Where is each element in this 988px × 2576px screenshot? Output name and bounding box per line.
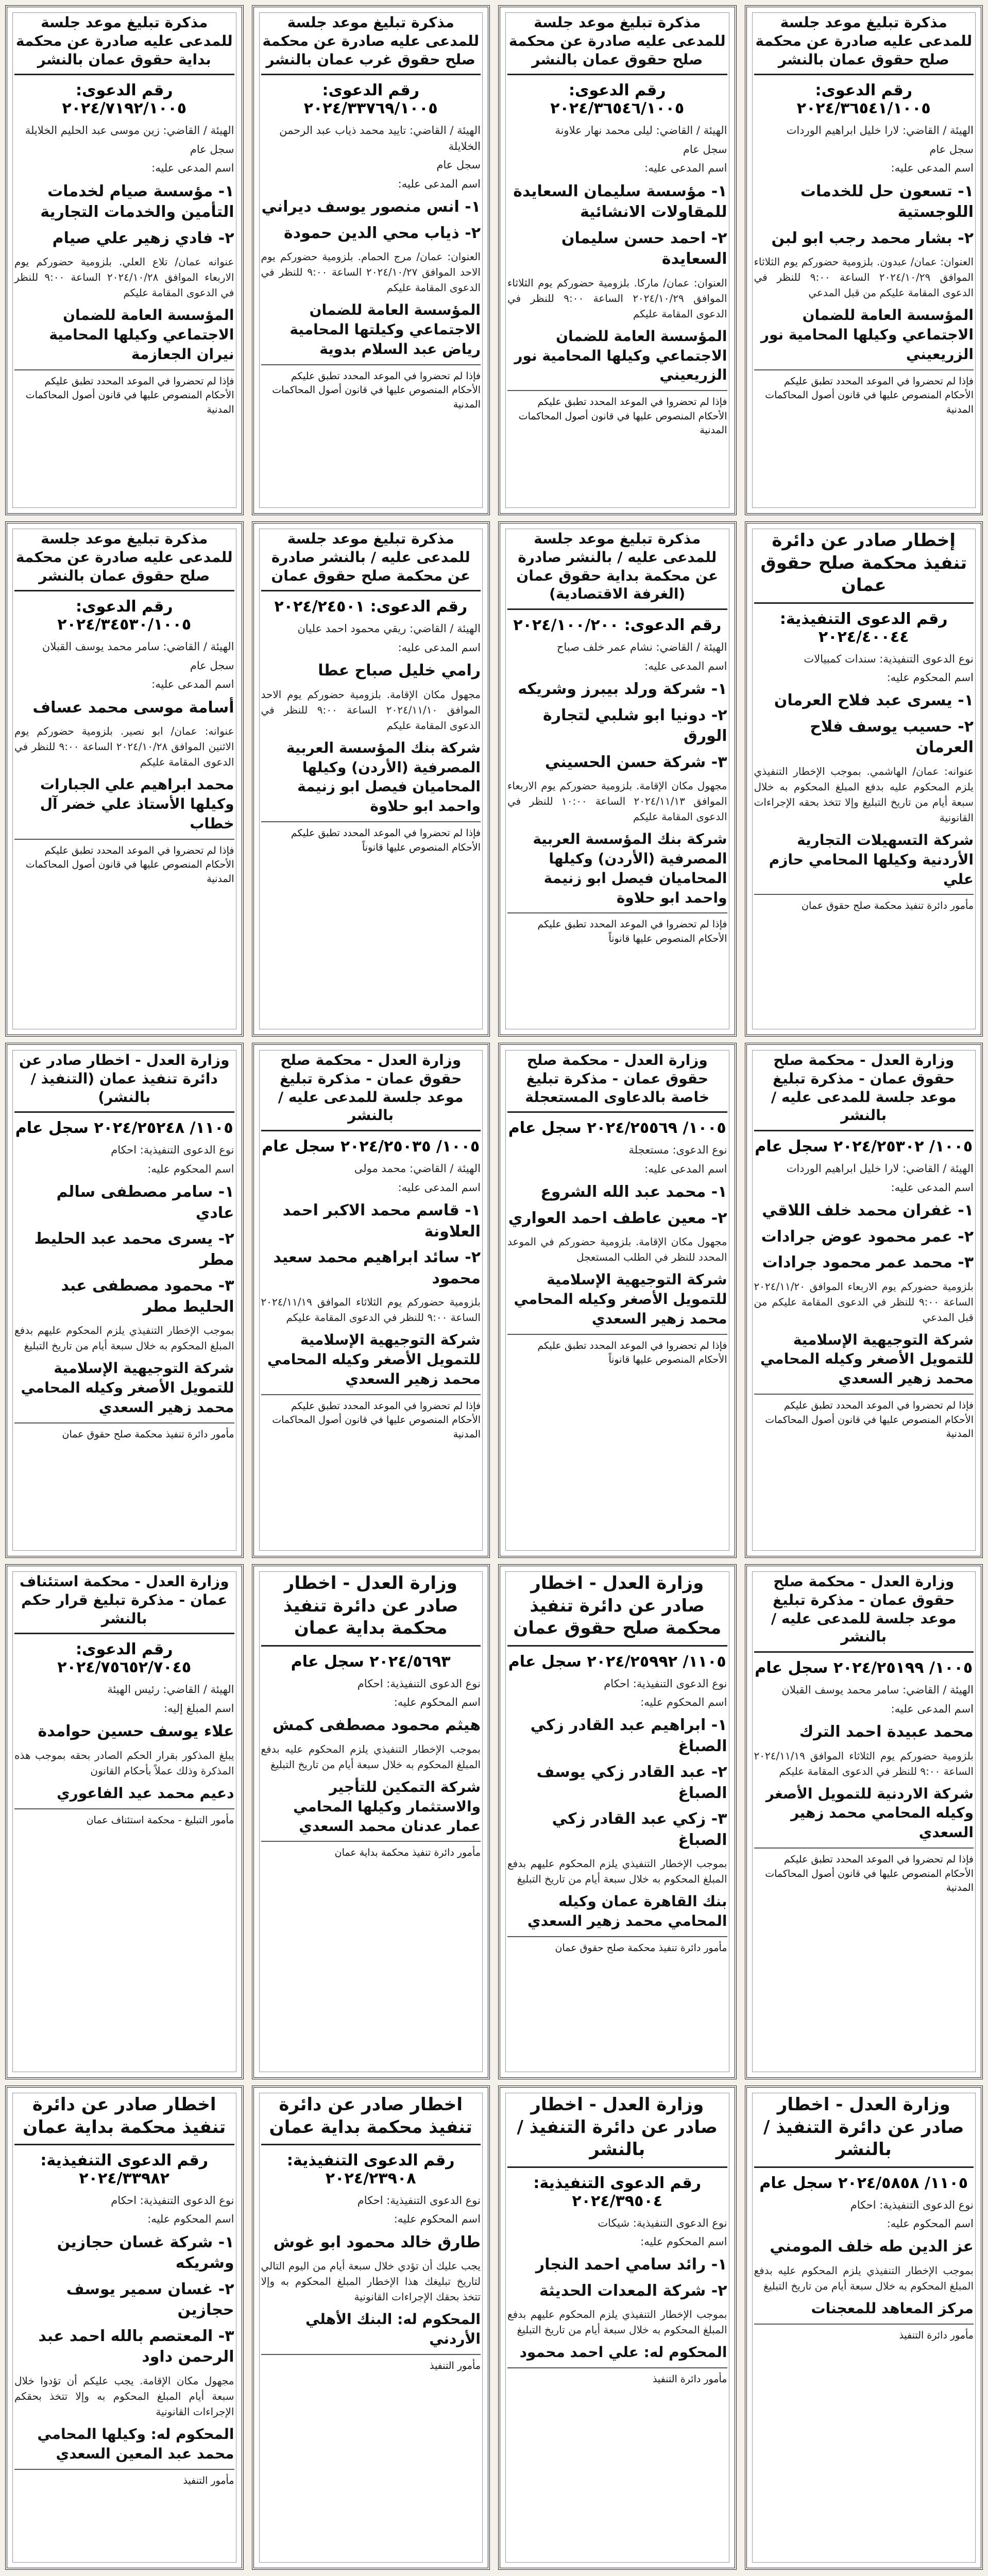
plaintiff-name: بنك القاهرة عمان وكيله المحامي محمد زهير السعدي	[527, 1893, 727, 1930]
defendant-name: ٢- فادي زهير علي صيام	[52, 229, 234, 247]
defendant-name: ٢- دونيا ابو شلبي لتجارة الورق	[543, 706, 727, 745]
defendant-label: اسم المبلغ إليه:	[164, 1702, 234, 1715]
notice-footer: فإذا لم تحضروا في الموعد المحدد تطبق عليكم الأحكام المنصوص عليها في قانون أصول المحاكمات المدنية	[754, 369, 974, 417]
defendant-label: اسم المدعى عليه:	[398, 641, 481, 654]
defendant-name: ١- يسرى عبد فلاح العرمان	[774, 691, 974, 710]
defendant-label: اسم المدعى عليه:	[891, 162, 974, 175]
plaintiff-name: شركة التوجيهية الإسلامية للتمويل الأصغر وكيله المحامي محمد زهير السعدي	[21, 1360, 234, 1416]
plaintiff-name: شركة الاردنية للتمويل الأصغر وكيله المحامي محمد زهير السعدي	[765, 1785, 974, 1841]
defendant-name: ٢- شركة المعدات الحديثة	[539, 2281, 727, 2300]
notice-card	[5, 1564, 244, 2079]
defendant-label: اسم المحكوم عليه:	[640, 1696, 727, 1708]
defendant-name: عز الدين طه خلف المومني	[770, 2238, 974, 2256]
notice-body: بلزومية حضوركم يوم الثلاثاء الموافق ٢٠٢٤/١١/١٩ الساعة ٩:٠٠ للنظر في الدعوى المقامة عليكم	[754, 1749, 974, 1777]
defendant-name: ١- قاسم محمد الاكبر احمد العلاونة	[282, 1201, 481, 1241]
notice-card	[745, 521, 983, 1037]
notice-header: مذكرة تبليغ موعد جلسة للمدعى عليه / بالنشر صادرة عن محكمة صلح حقوق عمان	[261, 530, 481, 591]
judge-line: الهيئة / القاضي: سامر محمد يوسف القبلان	[781, 1684, 974, 1697]
judge-line: الهيئة / القاضي: سامر محمد يوسف القبلان	[42, 640, 234, 653]
defendant-name: ٢- غسان سمير يوسف حجازين	[66, 2280, 234, 2319]
defendant-name: ١- غفران محمد خلف اللاقي	[762, 1201, 974, 1220]
notice-body: عنوانه: عمان/ ابو نصير. بلزومية حضوركم يوم الاثنين الموافق ٢٠٢٤/١٠/٢٨ الساعة ٩:٠٠ للنظر في الدعوى المقامة عليكم	[14, 725, 234, 769]
notice-footer: مأمور دائرة تنفيذ محكمة صلح حقوق عمان	[754, 894, 974, 913]
judge-line: نوع الدعوى التنفيذية: سندات كمبيالات	[804, 652, 974, 665]
judge-line: الهيئة / القاضي: ليلى محمد نهار علاونة	[555, 124, 727, 137]
notice-footer: مأمور التنفيذ	[261, 2354, 481, 2374]
judge-line: نوع الدعوى التنفيذية: احكام	[357, 1677, 481, 1690]
notice-card	[745, 5, 983, 515]
notice-header: وزارة العدل - محكمة صلح حقوق عمان - مذكرة تبليغ موعد جلسة للمدعى عليه / بالنشر	[754, 1051, 974, 1131]
judge-line: الهيئة / القاضي: نشام عمر خلف صباح	[556, 641, 727, 654]
defendant-label: اسم المدعى عليه:	[398, 1181, 481, 1194]
defendant-name: أسامة موسى محمد عساف	[32, 698, 234, 717]
case-number: رقم الدعوى: ٢٠٢٤/٣٦٥٤٦/١٠٠٥	[550, 81, 685, 118]
notice-footer: مأمور دائرة تنفيذ محكمة صلح حقوق عمان	[14, 1422, 234, 1442]
plaintiff-name: محمد ابراهيم علي الجبارات وكيلها الأستاذ علي خضر آل خطاب	[40, 776, 234, 832]
notice-footer: فإذا لم تحضروا في الموعد المحدد تطبق عليكم الأحكام المنصوص عليها في قانون أصول المحاكمات المدنية	[261, 364, 481, 412]
notice-header: وزارة العدل - محكمة صلح حقوق عمان - مذكرة تبليغ موعد جلسة للمدعى عليه / بالنشر	[754, 1572, 974, 1653]
defendant-name: ٢- معين عاطف احمد العواري	[508, 1209, 727, 1227]
judge-line: نوع الدعوى التنفيذية: احكام	[604, 1677, 727, 1690]
notice-header: وزارة العدل - اخطار صادر عن دائرة التنفيذ / بالنشر	[507, 2094, 727, 2168]
notice-footer: فإذا لم تحضروا في الموعد المحدد تطبق عليكم الأحكام المنصوص عليها قانوناً	[261, 821, 481, 855]
notice-header: وزارة العدل - محكمة صلح حقوق عمان - مذكرة تبليغ خاصة بالدعاوى المستعجلة	[507, 1051, 727, 1113]
defendant-name: ٣- محمود مصطفى عبد الحليط مطر	[61, 1277, 234, 1316]
plaintiff-name: شركة التوجيهية الإسلامية للتمويل الأصغر وكيله المحامي محمد زهير السعدي	[514, 1271, 727, 1327]
judge-line: الهيئة / القاضي: لارا خليل ابراهيم الوردات	[786, 1162, 974, 1175]
plaintiff-name: شركة التوجيهية الإسلامية للتمويل الأصغر وكيله المحامي محمد زهير السعدي	[267, 1331, 481, 1387]
notice-body: مجهول مكان الإقامة. يجب عليكم أن تؤدوا خلال سبعة أيام المبلغ المحكوم به وإلا تتخذ بحقكم الإجراءات القانونية	[14, 2374, 234, 2418]
notice-header: مذكرة تبليغ موعد جلسة للمدعى عليه صادرة عن محكمة صلح حقوق عمان بالنشر	[14, 530, 234, 591]
defendant-label: اسم المدعى عليه:	[644, 1162, 727, 1175]
case-number: رقم الدعوى: ٢٠٢٤/٧٥٦٥٢/٧٠٤٥	[57, 1640, 192, 1677]
case-number: ١٠٠٥/ ٢٠٢٤/٢٥٥٦٩ سجل عام	[508, 1119, 726, 1138]
notice-card	[252, 5, 490, 515]
defendant-name: ١- تسعون حل للخدمات اللوجستية	[800, 182, 974, 222]
notice-card	[498, 521, 737, 1037]
defendant-name: ١- شركة غسان حجازين وشريكه	[57, 2233, 234, 2273]
judge-line: نوع الدعوى التنفيذية: احكام	[357, 2194, 481, 2207]
notices-row-5	[5, 2086, 983, 2570]
notice-header: وزارة العدل - اخطار صادر عن دائرة تنفيذ عمان (التنفيذ / بالنشر)	[14, 1051, 234, 1113]
case-number: رقم الدعوى: ٢٠٢٤/٢٤٥٠١	[274, 598, 468, 616]
case-number: ١٠٠٥/ ٢٠٢٤/٢٥٠٣٥ سجل عام	[262, 1138, 480, 1156]
defendant-label: اسم المحكوم عليه:	[887, 2217, 974, 2230]
notice-footer: مأمور دائرة تنفيذ محكمة بداية عمان	[261, 1841, 481, 1860]
case-number: رقم الدعوى: ٢٠٢٤/٣٦٥٤١/١٠٠٥	[796, 81, 931, 118]
judge-line: الهيئة / القاضي: زين موسى عبد الحليم الخلايلة	[25, 124, 234, 137]
case-number: رقم الدعوى: ٢٠٢٤/٣٤٥٣٠/١٠٠٥	[57, 598, 192, 634]
notice-footer: فإذا لم تحضروا في الموعد المحدد تطبق عليكم الأحكام المنصوص عليها قانوناً	[507, 912, 727, 946]
notice-card	[5, 1043, 244, 1558]
register-type: سجل عام	[190, 659, 234, 672]
judge-line: نوع الدعوى التنفيذية: شيكات	[598, 2216, 727, 2229]
defendant-label: اسم المحكوم عليه:	[147, 2213, 234, 2226]
case-number: رقم الدعوى: ٢٠٢٤/٧١٩٢/١٠٠٥	[62, 81, 187, 118]
notice-card	[498, 1564, 737, 2079]
judge-line: الهيئة / القاضي: رئيس الهيئة	[107, 1683, 234, 1696]
notice-header: اخطار صادر عن دائرة تنفيذ محكمة بداية عمان	[14, 2094, 234, 2145]
defendant-name: ١- محمد عبد الله الشروع	[540, 1183, 727, 1201]
register-type: سجل عام	[190, 143, 234, 156]
notice-footer: فإذا لم تحضروا في الموعد المحدد تطبق عليكم الأحكام المنصوص عليها في قانون أصول المحاكمات المدنية	[754, 1394, 974, 1442]
defendant-name: ٢- احمد حسن سليمان السعايدة	[561, 229, 727, 268]
defendant-label: اسم المدعى عليه:	[891, 1702, 974, 1715]
defendant-name: هيثم محمود مصطفى كمش	[272, 1716, 481, 1735]
notice-body: بموجب الإخطار التنفيذي يلزم المحكوم عليه بدفع المبلغ المحكوم به خلال سبعة أيام من تاريخ التبليغ	[261, 1742, 481, 1771]
notice-body: العنوان: عمان/ مرج الحمام. بلزومية حضوركم يوم الاحد الموافق ٢٠٢٤/١٠/٢٧ الساعة ٩:٠٠ للنظر في الدعوى المقامة عليكم	[261, 250, 481, 294]
defendant-name: ٢- يسرى محمد عبد الحليط مطر	[34, 1230, 234, 1269]
defendant-name: ٢- سائد ابراهيم محمد سعيد محمود	[273, 1248, 481, 1287]
notice-footer: مأمور التبليغ - محكمة استئناف عمان	[14, 1808, 234, 1828]
defendant-name: ١- انس منصور يوسف ديراني	[261, 198, 481, 216]
notice-body: بموجب الإخطار التنفيذي يلزم المحكوم عليهم بدفع المبلغ المحكوم به خلال سبعة أيام من تاريخ التبليغ	[14, 1324, 234, 1352]
notice-card	[745, 2086, 983, 2570]
defendant-label: اسم المدعى عليه:	[644, 659, 727, 672]
plaintiff-name: المؤسسة العامة للضمان الاجتماعي وكيلها المحامية نور الزريعيني	[514, 327, 727, 384]
plaintiff-name: المحكوم له: البنك الأهلي الأردني	[305, 2311, 481, 2348]
case-number: ١١٠٥/ ٢٠٢٤/٥٨٥٨ سجل عام	[759, 2174, 968, 2192]
case-number: ١٠٠٥/ ٢٠٢٤/٢٥٣٠٢ سجل عام	[755, 1138, 973, 1156]
defendant-name: ٣- المعتصم بالله احمد عبد الرحمن داود	[38, 2327, 234, 2366]
notice-body: مجهول مكان الإقامة. بلزومية حضوركم في الموعد المحدد للنظر في الطلب المستعجل	[507, 1235, 727, 1264]
judge-line: نوع الدعوى: مستعجلة	[628, 1144, 727, 1157]
notice-body: بموجب الإخطار التنفيذي يلزم المحكوم عليهم بدفع المبلغ المحكوم به خلال سبعة أيام من تاريخ التبليغ	[507, 1857, 727, 1886]
notice-card	[252, 2086, 490, 2570]
defendant-name: ٢- بشار محمد رجب ابو لبن	[771, 229, 974, 247]
defendant-label: اسم المحكوم عليه:	[394, 1696, 481, 1708]
notice-footer: فإذا لم تحضروا في الموعد المحدد تطبق عليكم الأحكام المنصوص عليها في قانون أصول المحاكمات المدنية	[14, 839, 234, 887]
defendant-name: ٢- حسيب يوسف فلاح العرمان	[810, 717, 974, 757]
plaintiff-name: مركز المعاهد للمعجنات	[811, 2299, 974, 2317]
defendant-name: محمد عبيدة احمد الترك	[799, 1723, 974, 1741]
notice-card	[252, 1043, 490, 1558]
defendant-name: ٣- محمد عمر محمود جرادات	[762, 1253, 974, 1272]
plaintiff-name: المؤسسة العامة للضمان الاجتماعي وكيلتها المحامية رياض عبد السلام بدوية	[289, 301, 481, 358]
notice-header: وزارة العدل - اخطار صادر عن دائرة تنفيذ محكمة صلح حقوق عمان	[507, 1572, 727, 1647]
defendant-name: ٢- عمر محمود عوض جرادات	[761, 1227, 974, 1246]
notice-body: بموجب الإخطار التنفيذي يلزم المحكوم عليهم بدفع المبلغ المحكوم به خلال سبعة أيام من تاريخ التبليغ	[507, 2308, 727, 2336]
notice-header: وزارة العدل - محكمة صلح حقوق عمان - مذكرة تبليغ موعد جلسة للمدعى عليه / بالنشر	[261, 1051, 481, 1131]
notice-card	[498, 5, 737, 515]
defendant-label: اسم المحكوم عليه:	[394, 2213, 481, 2226]
notice-body: العنوان: عمان/ ماركا. بلزومية حضوركم يوم الثلاثاء الموافق ٢٠٢٤/١٠/٢٩ الساعة ٩:٠٠ للنظر في الدعوى المقامة عليكم	[507, 276, 727, 320]
notices-row-4	[5, 1564, 983, 2079]
plaintiff-name: شركة التمكين للتأجير والاستثمار وكيلها المحامي عمار عدنان محمد السعدي	[293, 1778, 481, 1835]
defendant-label: اسم المدعى عليه:	[151, 162, 234, 175]
notice-footer: فإذا لم تحضروا في الموعد المحدد تطبق عليكم الأحكام المنصوص عليها في قانون أصول المحاكمات المدنية	[507, 390, 727, 438]
notice-footer: فإذا لم تحضروا في الموعد المحدد تطبق عليكم الأحكام المنصوص عليها قانوناً	[507, 1334, 727, 1367]
case-number: رقم الدعوى التنفيذية: ٢٠٢٤/٢٣٩٠٨	[286, 2151, 455, 2188]
plaintiff-name: شركة التوجيهية الإسلامية للتمويل الأصغر وكيله المحامي محمد زهير السعدي	[760, 1331, 974, 1387]
notice-header: مذكرة تبليغ موعد جلسة للمدعى عليه صادرة عن محكمة صلح حقوق عمان بالنشر	[507, 13, 727, 75]
defendant-label: اسم المدعى عليه:	[151, 678, 234, 691]
case-number: رقم الدعوى: ٢٠٢٤/١٠٠/٢٠٠	[513, 616, 722, 635]
defendant-label: اسم المدعى عليه:	[891, 1181, 974, 1194]
defendant-label: اسم المدعى عليه:	[398, 177, 481, 190]
plaintiff-name: المؤسسة العامة للضمان الاجتماعي وكيلها المحامية نور الزريعيني	[760, 307, 974, 363]
notices-row-2	[5, 521, 983, 1037]
judge-line: الهيئة / القاضي: لارا خليل ابراهيم الوردات	[786, 124, 974, 137]
notice-header: مذكرة تبليغ موعد جلسة للمدعى عليه صادرة عن محكمة بداية حقوق عمان بالنشر	[14, 13, 234, 75]
case-number: رقم الدعوى التنفيذية: ٢٠٢٤/٣٣٩٨٢	[40, 2151, 209, 2188]
judge-line: الهيئة / القاضي: محمد مولى	[354, 1162, 481, 1175]
notice-card	[498, 1043, 737, 1558]
notice-card	[252, 521, 490, 1037]
defendant-name: طارق خالد محمود ابو غوش	[273, 2233, 481, 2251]
case-number: رقم الدعوى التنفيذية: ٢٠٢٤/٣٩٥٠٤	[533, 2174, 702, 2210]
notice-body: العنوان: عمان/ عبدون. بلزومية حضوركم يوم الثلاثاء الموافق ٢٠٢٤/١٠/٢٩ الساعة ٩:٠٠ للنظر في الدعوى المقامة عليكم من قبل المدعي	[754, 256, 974, 299]
plaintiff-name: المحكوم له: علي احمد محمود	[519, 2344, 727, 2361]
notice-body: يجب عليك أن تؤدي خلال سبعة أيام من اليوم التالي لتاريخ تبليغك هذا الإخطار المبلغ المحكوم به وإلا تتخذ بحقك الإجراءات القانونية	[261, 2260, 481, 2303]
notice-body: بموجب الإخطار التنفيذي يلزم المحكوم عليه بدفع المبلغ المحكوم به خلال سبعة أيام من تاريخ التبليغ	[754, 2264, 974, 2292]
defendant-label: اسم المحكوم عليه:	[147, 1162, 234, 1175]
notice-body: يبلغ المذكور بقرار الحكم الصادر بحقه بموجب هذه المذكرة وذلك عملاً بأحكام القانون	[14, 1749, 234, 1777]
register-type: سجل عام	[683, 143, 727, 156]
defendant-name: ١- سامر مصطفى سالم عادي	[56, 1183, 234, 1222]
notice-footer: فإذا لم تحضروا في الموعد المحدد تطبق عليكم الأحكام المنصوص عليها في قانون أصول المحاكمات المدنية	[14, 369, 234, 417]
case-number: رقم الدعوى: ٢٠٢٤/٣٣٧٦٩/١٠٠٥	[303, 81, 438, 118]
notice-card	[745, 1564, 983, 2079]
plaintiff-name: شركة بنك المؤسسة العربية المصرفية (الأردن) وكيلها المحاميان فيصل ابو زنيمة واحمد ابو حلاوة	[533, 831, 727, 906]
notice-body: مجهول مكان الإقامة. بلزومية حضوركم يوم الاحد الموافق ٢٠٢٤/١١/١٠ الساعة ٩:٠٠ للنظر في الدعوى المقامة عليكم	[261, 688, 481, 732]
defendant-name: ٣- شركة حسن الحسيني	[544, 753, 727, 771]
notice-header: وزارة العدل - اخطار صادر عن دائرة تنفيذ محكمة بداية عمان	[261, 1572, 481, 1647]
notice-footer: مأمور دائرة تنفيذ محكمة صلح حقوق عمان	[507, 1936, 727, 1956]
plaintiff-name: المؤسسة العامة للضمان الاجتماعي وكيلها المحامية نيران الجعازمة	[49, 307, 234, 363]
notice-footer: فإذا لم تحضروا في الموعد المحدد تطبق عليكم الأحكام المنصوص عليها في قانون أصول المحاكمات المدنية	[261, 1394, 481, 1442]
defendant-name: ١- مؤسسة صيام لخدمات التأمين والخدمات التجارية	[40, 182, 234, 222]
notice-footer: مأمور دائرة التنفيذ	[754, 2324, 974, 2343]
defendant-name: رامي خليل صباح عطا	[318, 662, 481, 680]
case-number: ١٠٠٥/ ٢٠٢٤/٢٥١٩٩ سجل عام	[755, 1659, 973, 1677]
defendant-label: اسم المحكوم عليه:	[640, 2235, 727, 2248]
notice-footer: فإذا لم تحضروا في الموعد المحدد تطبق عليكم الأحكام المنصوص عليها في قانون أصول المحاكمات المدنية	[754, 1848, 974, 1895]
defendant-name: علاء يوسف حسين حوامدة	[38, 1722, 234, 1741]
notice-header: وزارة العدل - اخطار صادر عن دائرة التنفيذ / بالنشر	[754, 2094, 974, 2168]
notice-body: بلزومية حضوركم يوم الاربعاء الموافق ٢٠٢٤/١١/٢٠ الساعة ٩:٠٠ للنظر في الدعوى المقامة عليكم من قبل المدعي	[754, 1280, 974, 1324]
notice-footer: مأمور دائرة التنفيذ	[507, 2367, 727, 2387]
plaintiff-name: شركة بنك المؤسسة العربية المصرفية (الأردن) وكيلها المحاميان فيصل ابو زنيمة واحمد ابو حلاوة	[286, 739, 481, 815]
defendant-name: ٢- ذياب محي الدين حمودة	[284, 224, 481, 242]
judge-line: الهيئة / القاضي: تاييد محمد ذياب عبد الرحمن الخلايلة	[279, 124, 481, 152]
notice-body: بلزومية حضوركم يوم الثلاثاء الموافق ٢٠٢٤/١١/١٩ الساعة ٩:٠٠ للنظر في الدعوى المقامة عليكم	[261, 1296, 481, 1324]
plaintiff-name: شركة التسهيلات التجارية الأردنية وكيلها المحامي حازم علي	[769, 831, 974, 888]
notice-card	[5, 5, 244, 515]
case-number: رقم الدعوى التنفيذية: ٢٠٢٤/٤٠٠٤٤	[779, 609, 948, 646]
notice-header: مذكرة تبليغ موعد جلسة للمدعى عليه صادرة عن محكمة صلح حقوق عمان بالنشر	[754, 13, 974, 75]
notice-header: إخطار صادر عن دائرة تنفيذ محكمة صلح حقوق عمان	[754, 530, 974, 604]
notice-card	[252, 1564, 490, 2079]
notice-footer: مأمور التنفيذ	[14, 2469, 234, 2488]
defendant-label: اسم المدعى عليه:	[644, 162, 727, 175]
case-number: ١١٠٥/ ٢٠٢٤/٢٥٢٤٨ سجل عام	[15, 1119, 233, 1138]
notice-header: مذكرة تبليغ موعد جلسة للمدعى عليه / بالنشر صادرة عن محكمة بداية حقوق عمان (الغرفة الاقتصادية)	[507, 530, 727, 610]
notice-header: مذكرة تبليغ موعد جلسة للمدعى عليه صادرة عن محكمة صلح حقوق غرب عمان بالنشر	[261, 13, 481, 75]
judge-line: الهيئة / القاضي: ريقي محمود احمد عليان	[297, 622, 481, 635]
notice-card	[5, 521, 244, 1037]
plaintiff-name: دعيم محمد عيد الفاعوري	[56, 1784, 234, 1802]
defendant-name: ١- مؤسسة سليمان السعايدة للمقاولات الانشائية	[513, 182, 727, 222]
defendant-name: ٢- عبد القادر زكي يوسف الصباغ	[536, 1763, 727, 1802]
notice-header: اخطار صادر عن دائرة تنفيذ محكمة بداية عمان	[261, 2094, 481, 2145]
case-number: ٢٠٢٤/٥٦٩٣ سجل عام	[291, 1652, 451, 1671]
defendant-name: ٣- زكي عبد القادر زكي الصباغ	[552, 1810, 727, 1849]
defendant-name: ١- رائد سامي احمد النجار	[535, 2256, 727, 2274]
defendant-name: ١- شركة ورلد بيبرز وشريكه	[518, 680, 727, 699]
notice-header: وزارة العدل - محكمة استئناف عمان - مذكرة تبليغ قرار حكم بالنشر	[14, 1572, 234, 1634]
judge-line: نوع الدعوى التنفيذية: احكام	[111, 1144, 234, 1157]
defendant-name: ١- ابراهيم عبد القادر زكي الصباغ	[530, 1716, 727, 1755]
notice-body: عنوانه عمان/ تلاع العلي. بلزومية حضوركم يوم الاربعاء الموافق ٢٠٢٤/١٠/٢٨ الساعة ٩:٠٠ للنظر في الدعوى المقامة عليكم	[14, 256, 234, 299]
notice-card	[498, 2086, 737, 2570]
register-type: سجل عام	[929, 143, 974, 156]
plaintiff-name: المحكوم له: وكيلها المحامي محمد عبد المعين السعدي	[37, 2425, 234, 2462]
notice-card	[5, 2086, 244, 2570]
case-number: ١١٠٥/ ٢٠٢٤/٢٥٩٩٢ سجل عام	[508, 1652, 726, 1671]
defendant-label: اسم المحكوم عليه:	[887, 671, 974, 684]
notice-body: مجهول مكان الإقامة. بلزومية حضوركم يوم الاربعاء الموافق ٢٠٢٤/١١/١٣ الساعة ١٠:٠٠ للنظر في الدعوى المقامة عليكم	[507, 779, 727, 823]
notices-row-1	[5, 5, 983, 515]
judge-line: نوع الدعوى التنفيذية: احكام	[850, 2198, 974, 2211]
notice-card	[745, 1043, 983, 1558]
judge-line: نوع الدعوى التنفيذية: احكام	[111, 2194, 234, 2207]
notices-row-3	[5, 1043, 983, 1558]
notice-body: عنوانه: عمان/ الهاشمي. بموجب الإخطار التنفيذي يلزم المحكوم عليه بدفع المبلغ المحكوم به خلال سبعة أيام من تاريخ التبليغ وإلا تتخذ بحقه الإجراءات القانونية	[754, 765, 974, 824]
register-type: سجل عام	[436, 159, 481, 172]
